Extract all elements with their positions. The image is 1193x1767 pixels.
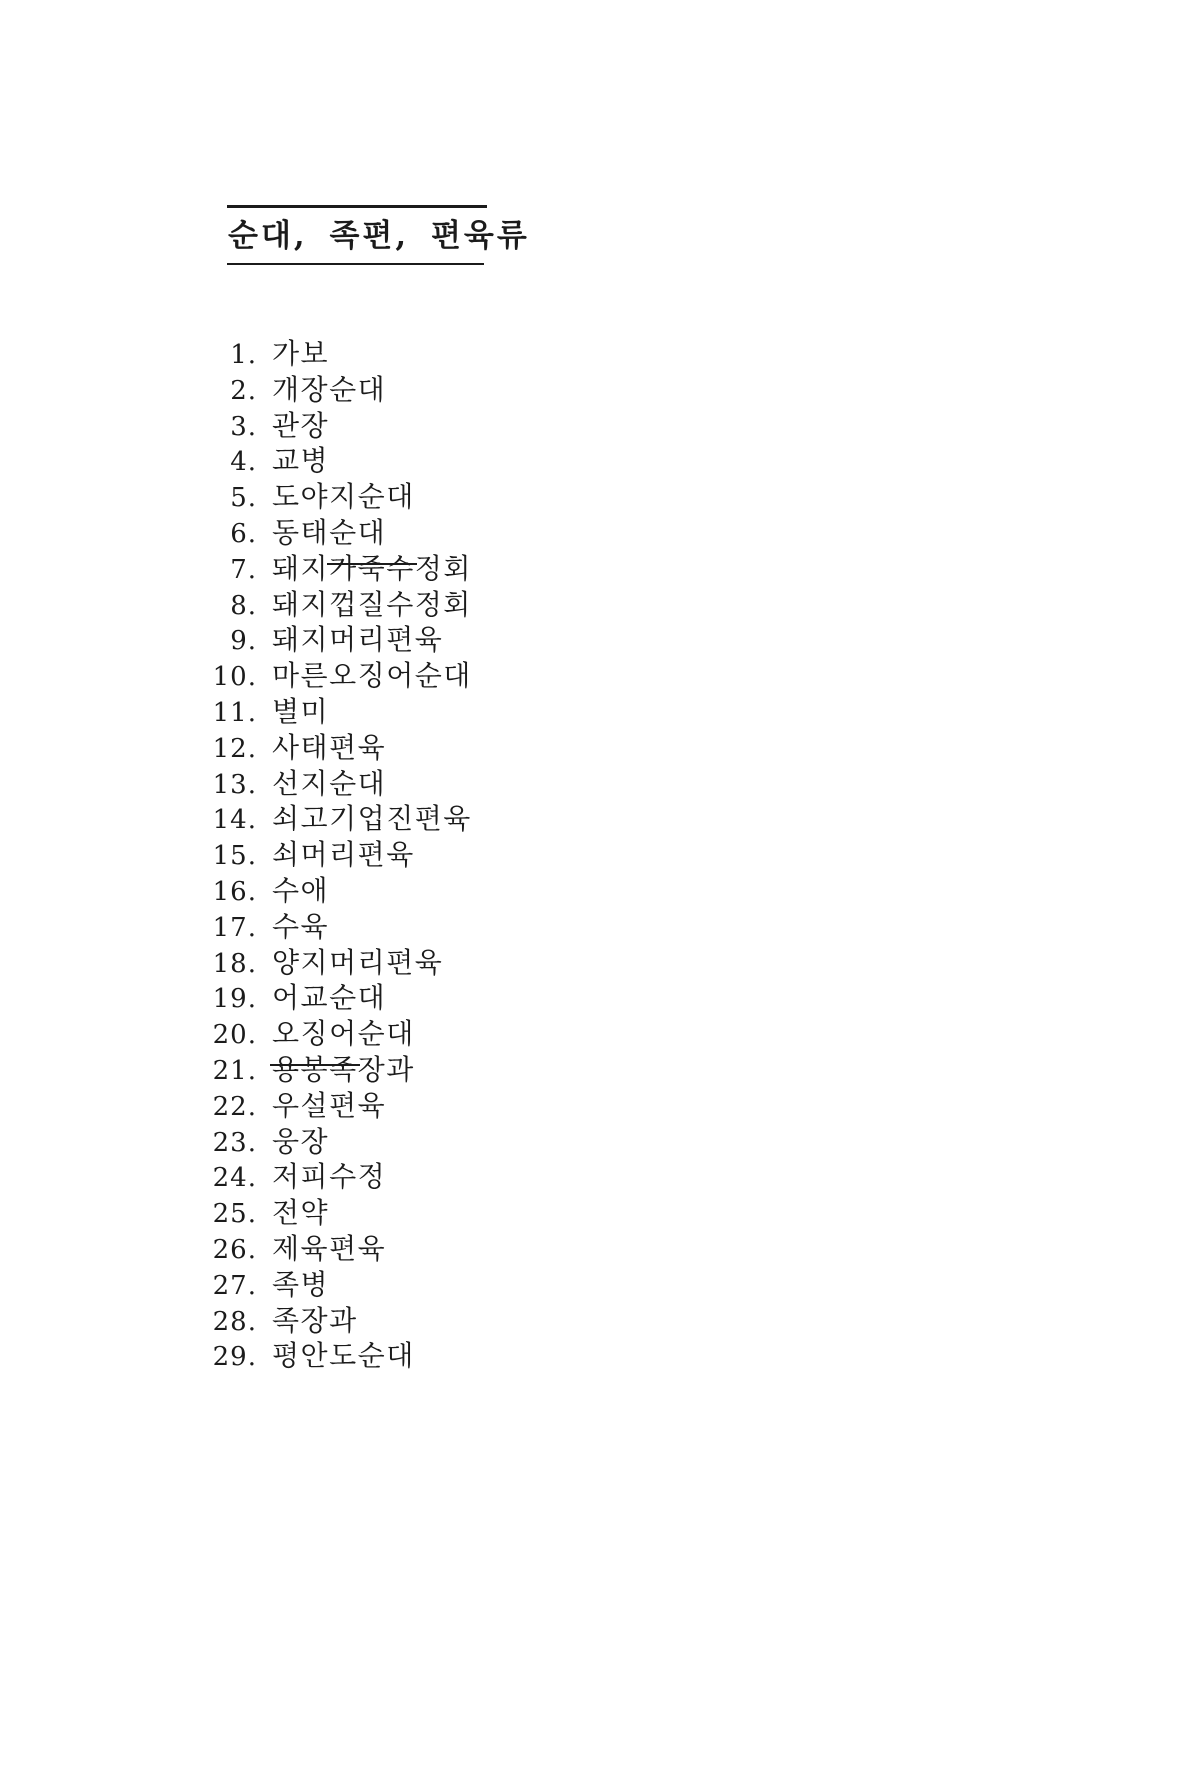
item-number: 5. (230, 483, 257, 514)
item-number: 15. (212, 841, 257, 872)
item-label: 도야지순대 (272, 480, 415, 514)
item-label: 관장 (272, 408, 330, 442)
item-label: 사태편육 (272, 730, 387, 764)
item-number: 12. (212, 733, 257, 764)
item-label: 돼지껍질수정회 (272, 587, 472, 621)
item-label: 전약 (272, 1196, 330, 1230)
item-label: 족병 (272, 1267, 330, 1301)
item-number: 3. (230, 411, 257, 442)
item-label: 웅장 (272, 1124, 330, 1158)
item-number: 29. (212, 1342, 257, 1373)
item-label: 동태순대 (272, 515, 387, 549)
struck-text: 용봉족 (272, 1052, 358, 1086)
item-label: 별미 (272, 694, 330, 728)
list-item (205, 372, 472, 408)
section-header (227, 205, 530, 265)
item-number: 13. (212, 769, 257, 800)
item-label: 쇠고기업진편육 (272, 802, 472, 836)
item-label: 수애 (272, 873, 330, 907)
list-item (205, 515, 472, 551)
page-title: 순대, 족편, 편육류 (228, 218, 530, 254)
item-label: 쇠머리편육 (272, 838, 415, 872)
item-label: 돼지가죽수정회 (272, 551, 472, 585)
list-item (205, 479, 472, 515)
item-number: 25. (212, 1199, 257, 1230)
item-number: 24. (212, 1163, 257, 1194)
list-item (205, 980, 472, 1016)
list-item (205, 336, 472, 372)
list-item (205, 873, 472, 909)
item-label: 평안도순대 (272, 1339, 415, 1373)
list-item (205, 837, 472, 873)
list-item (205, 766, 472, 802)
item-label: 우설편육 (272, 1088, 387, 1122)
item-label: 가보 (272, 337, 330, 370)
item-number: 22. (212, 1091, 257, 1122)
list-item (205, 658, 472, 694)
item-number: 1. (230, 340, 257, 370)
item-label: 제육편육 (272, 1231, 387, 1265)
list-item (205, 1159, 472, 1195)
item-number: 11. (212, 697, 257, 728)
list-item (205, 408, 472, 444)
item-label: 수육 (272, 909, 330, 943)
header-rule-bottom (227, 263, 484, 265)
list-item (205, 622, 472, 658)
list-item (205, 801, 472, 837)
item-number: 18. (212, 948, 257, 979)
list-item (205, 1052, 472, 1088)
item-number: 19. (212, 984, 257, 1015)
item-number: 8. (230, 590, 257, 621)
item-label: 마른오징어순대 (272, 659, 472, 693)
item-label: 용봉족장과 (272, 1052, 415, 1086)
item-number: 27. (212, 1270, 257, 1301)
list-item (205, 1267, 472, 1303)
item-list (205, 336, 472, 1374)
item-number: 23. (212, 1127, 257, 1158)
item-number: 9. (230, 626, 257, 657)
item-number: 17. (212, 912, 257, 943)
item-number: 14. (212, 805, 257, 836)
item-label: 양지머리편육 (272, 945, 444, 979)
list-item (205, 1303, 472, 1339)
item-label: 교병 (272, 444, 330, 478)
item-label: 개장순대 (272, 372, 387, 406)
item-number: 7. (230, 554, 257, 585)
item-number: 20. (212, 1020, 257, 1051)
item-number: 21. (212, 1055, 257, 1086)
list-item (205, 1195, 472, 1231)
struck-text: 가죽수 (329, 551, 415, 585)
item-number: 6. (230, 518, 257, 549)
list-item (205, 443, 472, 479)
list-item (205, 1338, 472, 1374)
list-item (205, 551, 472, 587)
item-label: 족장과 (272, 1303, 358, 1337)
list-item (205, 909, 472, 945)
item-label: 어교순대 (272, 981, 387, 1015)
item-number: 16. (212, 876, 257, 907)
item-label: 오징어순대 (272, 1017, 415, 1051)
item-number: 28. (212, 1306, 257, 1337)
list-item (205, 730, 472, 766)
item-number: 2. (230, 375, 257, 406)
list-item (205, 587, 472, 623)
item-label: 돼지머리편육 (272, 623, 444, 657)
item-label: 저피수정 (272, 1160, 387, 1194)
item-label: 선지순대 (272, 766, 387, 800)
item-number: 10. (212, 662, 257, 693)
item-number: 4. (230, 447, 257, 478)
item-number: 26. (212, 1234, 257, 1265)
list-item (205, 1088, 472, 1124)
list-item (205, 945, 472, 981)
list-item (205, 1124, 472, 1160)
list-item (205, 1231, 472, 1267)
list-item (205, 694, 472, 730)
list-item (205, 1016, 472, 1052)
